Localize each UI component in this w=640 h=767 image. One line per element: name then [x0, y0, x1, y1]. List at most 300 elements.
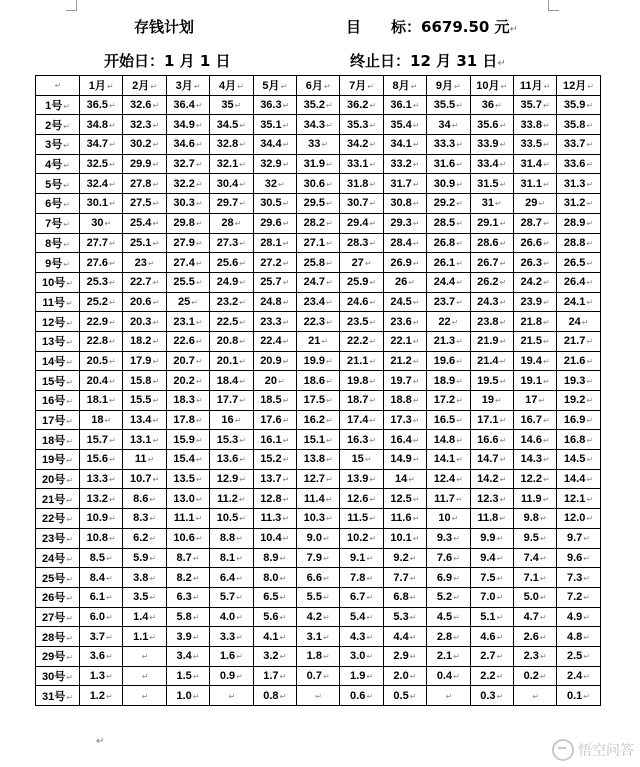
month-header-cell	[383, 76, 426, 96]
cell-end-mark-icon: ↵	[412, 219, 420, 229]
cell-end-mark-icon: ↵	[367, 82, 374, 92]
cell-end-mark-icon: ↵	[228, 691, 236, 701]
amount-value: 15.8	[130, 374, 152, 387]
amount-cell	[80, 686, 123, 706]
amount-value: 11.1	[173, 512, 195, 525]
amount-value: 14.1	[433, 453, 456, 466]
cell-end-mark-icon: ↵	[499, 297, 507, 307]
amount-value: 31.5	[477, 177, 499, 190]
amount-value: 27.5	[130, 197, 152, 210]
cell-end-mark-icon: ↵	[279, 593, 287, 603]
cell-end-mark-icon: ↵	[369, 494, 377, 504]
amount-cell	[383, 154, 426, 174]
amount-cell	[427, 509, 470, 529]
cell-end-mark-icon: ↵	[152, 120, 160, 130]
amount-value: 9.2	[393, 551, 409, 564]
cell-end-mark-icon: ↵	[322, 652, 330, 662]
amount-cell	[470, 292, 513, 312]
amount-cell	[427, 686, 470, 706]
month-header-label: 3月	[175, 80, 193, 93]
amount-value: 16	[221, 414, 234, 427]
cell-end-mark-icon: ↵	[456, 238, 463, 248]
cell-end-mark-icon: ↵	[280, 82, 288, 92]
cell-end-mark-icon: ↵	[152, 179, 160, 189]
amount-cell	[427, 568, 470, 588]
amount-value: 31.7	[390, 177, 412, 190]
cell-end-mark-icon: ↵	[236, 671, 243, 681]
cell-end-mark-icon: ↵	[149, 593, 157, 603]
table-row	[36, 627, 601, 647]
amount-cell	[557, 528, 600, 548]
amount-cell	[427, 666, 470, 686]
amount-value: 7.4	[523, 551, 539, 564]
cell-end-mark-icon: ↵	[366, 652, 374, 662]
amount-cell	[296, 194, 339, 214]
cell-end-mark-icon: ↵	[105, 691, 113, 701]
amount-value: 20.8	[216, 335, 239, 348]
amount-value: 2.6	[523, 630, 539, 643]
cell-end-mark-icon: ↵	[152, 219, 160, 229]
cell-end-mark-icon: ↵	[456, 140, 463, 150]
table-row	[36, 174, 601, 194]
amount-cell	[210, 450, 253, 470]
amount-cell	[166, 489, 209, 509]
table-row	[36, 686, 601, 706]
amount-cell	[427, 548, 470, 568]
cell-end-mark-icon: ↵	[326, 199, 333, 209]
cell-end-mark-icon: ↵	[105, 573, 113, 583]
amount-value: 16.7	[520, 414, 542, 427]
amount-value: 8.0	[263, 571, 279, 584]
cell-end-mark-icon: ↵	[412, 101, 420, 111]
cell-end-mark-icon: ↵	[109, 297, 116, 307]
month-header-cell	[470, 76, 513, 96]
cell-end-mark-icon: ↵	[412, 435, 420, 445]
cell-end-mark-icon: ↵	[66, 436, 73, 446]
cell-end-mark-icon: ↵	[66, 377, 73, 387]
cell-end-mark-icon: ↵	[321, 140, 329, 150]
month-header-label: 5月	[262, 80, 280, 93]
amount-value: 11.4	[303, 492, 325, 505]
month-header-label: 9月	[435, 80, 454, 93]
cell-end-mark-icon: ↵	[583, 553, 590, 563]
cell-end-mark-icon: ↵	[451, 317, 459, 327]
amount-value: 35.9	[563, 99, 586, 112]
amount-value: 10.2	[346, 532, 369, 545]
page-corner-mark-top-left	[66, 0, 77, 11]
cell-end-mark-icon: ↵	[236, 593, 243, 603]
amount-cell	[80, 548, 123, 568]
amount-value: 20	[264, 374, 278, 387]
amount-value: 27.6	[86, 256, 109, 269]
month-header-cell	[427, 76, 470, 96]
cell-end-mark-icon: ↵	[326, 416, 333, 426]
amount-cell	[340, 607, 383, 627]
cell-end-mark-icon: ↵	[586, 140, 594, 150]
paragraph-mark-icon: ↵	[96, 736, 105, 747]
amount-value: 3.3	[219, 630, 236, 643]
amount-value: 1.0	[176, 689, 192, 702]
amount-value: 31.9	[303, 158, 325, 171]
amount-cell	[513, 607, 556, 627]
amount-cell	[340, 391, 383, 411]
cell-end-mark-icon: ↵	[412, 179, 420, 189]
amount-value: 10.6	[173, 532, 195, 545]
amount-cell	[513, 509, 556, 529]
cell-end-mark-icon: ↵	[366, 573, 374, 583]
cell-end-mark-icon: ↵	[326, 455, 333, 465]
amount-value: 6.5	[263, 591, 279, 604]
amount-value: 5.0	[523, 591, 539, 604]
cell-end-mark-icon: ↵	[109, 238, 116, 248]
amount-value: 27.7	[86, 236, 109, 249]
amount-cell	[80, 509, 123, 529]
amount-value: 3.4	[176, 650, 192, 663]
cell-end-mark-icon: ↵	[195, 396, 203, 406]
amount-cell	[383, 686, 426, 706]
amount-value: 14.8	[433, 433, 456, 446]
amount-value: 23.8	[477, 315, 499, 328]
cell-end-mark-icon: ↵	[456, 179, 463, 189]
table-row	[36, 292, 601, 312]
table-row	[36, 371, 601, 391]
day-label: 26号	[42, 592, 66, 605]
cell-end-mark-icon: ↵	[195, 258, 203, 268]
amount-cell	[123, 528, 166, 548]
amount-cell	[513, 391, 556, 411]
amount-cell	[383, 312, 426, 332]
cell-end-mark-icon: ↵	[106, 82, 114, 92]
amount-value: 25.8	[303, 256, 325, 269]
amount-cell	[210, 646, 253, 666]
amount-value: 14	[394, 473, 408, 486]
cell-end-mark-icon: ↵	[239, 376, 246, 386]
amount-cell	[123, 430, 166, 450]
amount-cell	[340, 686, 383, 706]
cell-end-mark-icon: ↵	[366, 632, 374, 642]
amount-cell	[513, 312, 556, 332]
amount-cell	[166, 646, 209, 666]
cell-end-mark-icon: ↵	[234, 219, 242, 229]
amount-cell	[210, 154, 253, 174]
amount-value: 5.3	[393, 610, 409, 623]
amount-value: 30.2	[130, 138, 152, 151]
cell-end-mark-icon: ↵	[496, 671, 504, 681]
amount-value: 4.2	[306, 610, 322, 623]
amount-cell	[383, 627, 426, 647]
cell-end-mark-icon: ↵	[586, 219, 594, 229]
amount-cell	[427, 450, 470, 470]
cell-end-mark-icon: ↵	[193, 82, 201, 92]
amount-cell	[80, 351, 123, 371]
amount-cell	[296, 450, 339, 470]
amount-value: 18.2	[130, 335, 152, 348]
amount-value: 6.8	[393, 591, 409, 604]
amount-value: 17	[525, 394, 538, 407]
amount-value: 22.2	[346, 335, 369, 348]
amount-value: 19.8	[346, 374, 369, 387]
cell-end-mark-icon: ↵	[149, 632, 157, 642]
day-label-cell	[36, 410, 80, 430]
amount-value: 3.6	[89, 650, 105, 663]
amount-cell	[80, 233, 123, 253]
day-label-cell	[36, 528, 80, 548]
amount-value: 10.9	[86, 512, 109, 525]
cell-end-mark-icon: ↵	[109, 514, 116, 524]
day-label: 12号	[42, 316, 66, 329]
cell-end-mark-icon: ↵	[412, 455, 420, 465]
month-header-cell	[557, 76, 600, 96]
cell-end-mark-icon: ↵	[282, 199, 290, 209]
amount-cell	[383, 528, 426, 548]
amount-cell	[123, 627, 166, 647]
amount-value: 13.7	[260, 473, 282, 486]
cell-end-mark-icon: ↵	[195, 494, 203, 504]
month-header-label: 8月	[392, 80, 410, 93]
cell-end-mark-icon: ↵	[66, 495, 73, 505]
cell-end-mark-icon: ↵	[499, 376, 507, 386]
day-label: 13号	[42, 336, 66, 349]
cell-end-mark-icon: ↵	[366, 671, 374, 681]
day-label: 7号	[45, 218, 63, 231]
amount-value: 29.1	[477, 217, 499, 230]
cell-end-mark-icon: ↵	[104, 219, 112, 229]
amount-cell	[253, 371, 296, 391]
amount-value: 18.6	[303, 374, 325, 387]
amount-cell	[470, 253, 513, 273]
cell-end-mark-icon: ↵	[236, 632, 243, 642]
amount-cell	[427, 174, 470, 194]
amount-value: 34.7	[86, 138, 109, 151]
cell-end-mark-icon: ↵	[322, 573, 330, 583]
amount-value: 21.9	[477, 335, 499, 348]
amount-cell	[427, 391, 470, 411]
amount-cell	[253, 627, 296, 647]
amount-value: 31.8	[346, 177, 369, 190]
amount-value: 24.7	[303, 276, 325, 289]
amount-cell	[383, 174, 426, 194]
amount-cell	[427, 646, 470, 666]
cell-end-mark-icon: ↵	[409, 632, 417, 642]
cell-end-mark-icon: ↵	[322, 632, 330, 642]
amount-cell	[80, 272, 123, 292]
amount-cell	[296, 174, 339, 194]
amount-value: 16.6	[477, 433, 499, 446]
cell-end-mark-icon: ↵	[499, 140, 507, 150]
amount-cell	[513, 489, 556, 509]
cell-end-mark-icon: ↵	[152, 317, 160, 327]
amount-value: 30	[91, 217, 104, 230]
cell-end-mark-icon: ↵	[239, 435, 246, 445]
cell-end-mark-icon: ↵	[499, 356, 507, 366]
amount-value: 23.4	[303, 295, 325, 308]
amount-cell	[80, 646, 123, 666]
cell-end-mark-icon: ↵	[456, 416, 463, 426]
amount-value: 24.9	[216, 276, 239, 289]
amount-cell	[80, 115, 123, 135]
amount-cell	[166, 548, 209, 568]
amount-cell	[210, 528, 253, 548]
month-header-label: 6月	[305, 80, 323, 93]
table-row	[36, 548, 601, 568]
cell-end-mark-icon: ↵	[192, 573, 200, 583]
amount-cell	[557, 213, 600, 233]
amount-cell	[383, 548, 426, 568]
amount-value: 33.8	[520, 118, 542, 131]
day-label-cell	[36, 509, 80, 529]
amount-value: 6.4	[219, 571, 236, 584]
amount-value: 33.7	[563, 138, 586, 151]
amount-cell	[210, 174, 253, 194]
cell-end-mark-icon: ↵	[326, 278, 333, 288]
cell-end-mark-icon: ↵	[279, 632, 287, 642]
cell-end-mark-icon: ↵	[369, 179, 377, 189]
amount-cell	[513, 548, 556, 568]
cell-end-mark-icon: ↵	[149, 573, 157, 583]
amount-cell	[253, 666, 296, 686]
amount-cell	[253, 292, 296, 312]
cell-end-mark-icon: ↵	[586, 120, 594, 130]
amount-cell	[513, 528, 556, 548]
amount-value: 17.7	[216, 394, 239, 407]
day-label-cell	[36, 292, 80, 312]
cell-end-mark-icon: ↵	[409, 573, 417, 583]
amount-cell	[296, 627, 339, 647]
day-label: 1号	[45, 100, 63, 113]
amount-value: 9.0	[306, 532, 322, 545]
amount-value: 20.9	[260, 354, 282, 367]
amount-cell	[166, 272, 209, 292]
cell-end-mark-icon: ↵	[542, 258, 550, 268]
cell-end-mark-icon: ↵	[583, 652, 590, 662]
amount-value: 20.2	[173, 374, 195, 387]
amount-value: 2.7	[480, 650, 496, 663]
amount-cell	[210, 135, 253, 155]
table-row	[36, 509, 601, 529]
amount-cell	[513, 272, 556, 292]
amount-cell	[557, 410, 600, 430]
amount-value: 9.9	[480, 532, 496, 545]
amount-value: 16.3	[346, 433, 369, 446]
cell-end-mark-icon: ↵	[66, 357, 73, 367]
amount-value: 15.7	[86, 433, 109, 446]
amount-cell	[383, 587, 426, 607]
amount-cell	[470, 351, 513, 371]
amount-value: 33	[308, 138, 321, 151]
amount-cell	[427, 95, 470, 115]
cell-end-mark-icon: ↵	[239, 356, 246, 366]
table-corner-cell	[36, 76, 80, 96]
amount-cell	[296, 253, 339, 273]
amount-cell	[340, 528, 383, 548]
amount-cell	[210, 666, 253, 686]
amount-cell	[470, 509, 513, 529]
cell-end-mark-icon: ↵	[63, 141, 70, 151]
amount-value: 11.5	[347, 512, 369, 525]
cell-end-mark-icon: ↵	[239, 455, 246, 465]
cell-end-mark-icon: ↵	[453, 553, 460, 563]
amount-cell	[470, 213, 513, 233]
amount-cell	[253, 686, 296, 706]
amount-value: 2.1	[436, 650, 453, 663]
cell-end-mark-icon: ↵	[412, 238, 420, 248]
cell-end-mark-icon: ↵	[149, 494, 157, 504]
cell-end-mark-icon: ↵	[282, 356, 290, 366]
amount-cell	[513, 233, 556, 253]
cell-end-mark-icon: ↵	[239, 514, 246, 524]
cell-end-mark-icon: ↵	[369, 317, 377, 327]
amount-cell	[427, 272, 470, 292]
cell-end-mark-icon: ↵	[239, 317, 246, 327]
amount-cell	[123, 213, 166, 233]
amount-cell	[80, 154, 123, 174]
amount-value: 9.5	[523, 532, 539, 545]
amount-value: 31	[481, 197, 494, 210]
amount-cell	[80, 253, 123, 273]
cell-end-mark-icon: ↵	[105, 553, 113, 563]
amount-cell	[340, 509, 383, 529]
table-row	[36, 351, 601, 371]
cell-end-mark-icon: ↵	[542, 179, 550, 189]
amount-cell	[340, 154, 383, 174]
day-label-cell	[36, 627, 80, 647]
amount-cell	[557, 331, 600, 351]
cell-end-mark-icon: ↵	[54, 81, 62, 91]
day-label-cell	[36, 154, 80, 174]
amount-value: 34.8	[86, 118, 109, 131]
day-label: 21号	[42, 493, 66, 506]
amount-cell	[80, 391, 123, 411]
amount-value: 28.6	[477, 236, 499, 249]
amount-cell	[513, 135, 556, 155]
amount-value: 29.6	[260, 217, 282, 230]
cell-end-mark-icon: ↵	[109, 337, 116, 347]
cell-end-mark-icon: ↵	[539, 514, 547, 524]
amount-value: 12.7	[303, 473, 325, 486]
amount-value: 35.2	[303, 99, 325, 112]
amount-cell	[253, 548, 296, 568]
amount-cell	[253, 331, 296, 351]
goal-value: 6679.50 元	[421, 18, 510, 36]
cell-end-mark-icon: ↵	[496, 632, 504, 642]
amount-value: 20.5	[86, 354, 109, 367]
cell-end-mark-icon: ↵	[326, 514, 333, 524]
amount-cell	[557, 272, 600, 292]
amount-value: 5.7	[219, 591, 236, 604]
cell-end-mark-icon: ↵	[192, 632, 200, 642]
cell-end-mark-icon: ↵	[282, 534, 290, 544]
day-label: 16号	[42, 395, 66, 408]
amount-cell	[513, 154, 556, 174]
amount-cell	[253, 174, 296, 194]
cell-end-mark-icon: ↵	[539, 534, 547, 544]
cell-end-mark-icon: ↵	[66, 672, 73, 682]
cell-end-mark-icon: ↵	[542, 219, 550, 229]
amount-cell	[383, 115, 426, 135]
cell-end-mark-icon: ↵	[239, 199, 246, 209]
cell-end-mark-icon: ↵	[152, 140, 160, 150]
cell-end-mark-icon: ↵	[109, 160, 116, 170]
cell-end-mark-icon: ↵	[282, 120, 290, 130]
cell-end-mark-icon: ↵	[326, 376, 333, 386]
day-label: 17号	[42, 415, 66, 428]
amount-cell	[340, 194, 383, 214]
amount-cell	[427, 135, 470, 155]
cell-end-mark-icon: ↵	[195, 376, 203, 386]
amount-cell	[166, 253, 209, 273]
amount-cell	[513, 371, 556, 391]
amount-value: 14.9	[390, 453, 412, 466]
